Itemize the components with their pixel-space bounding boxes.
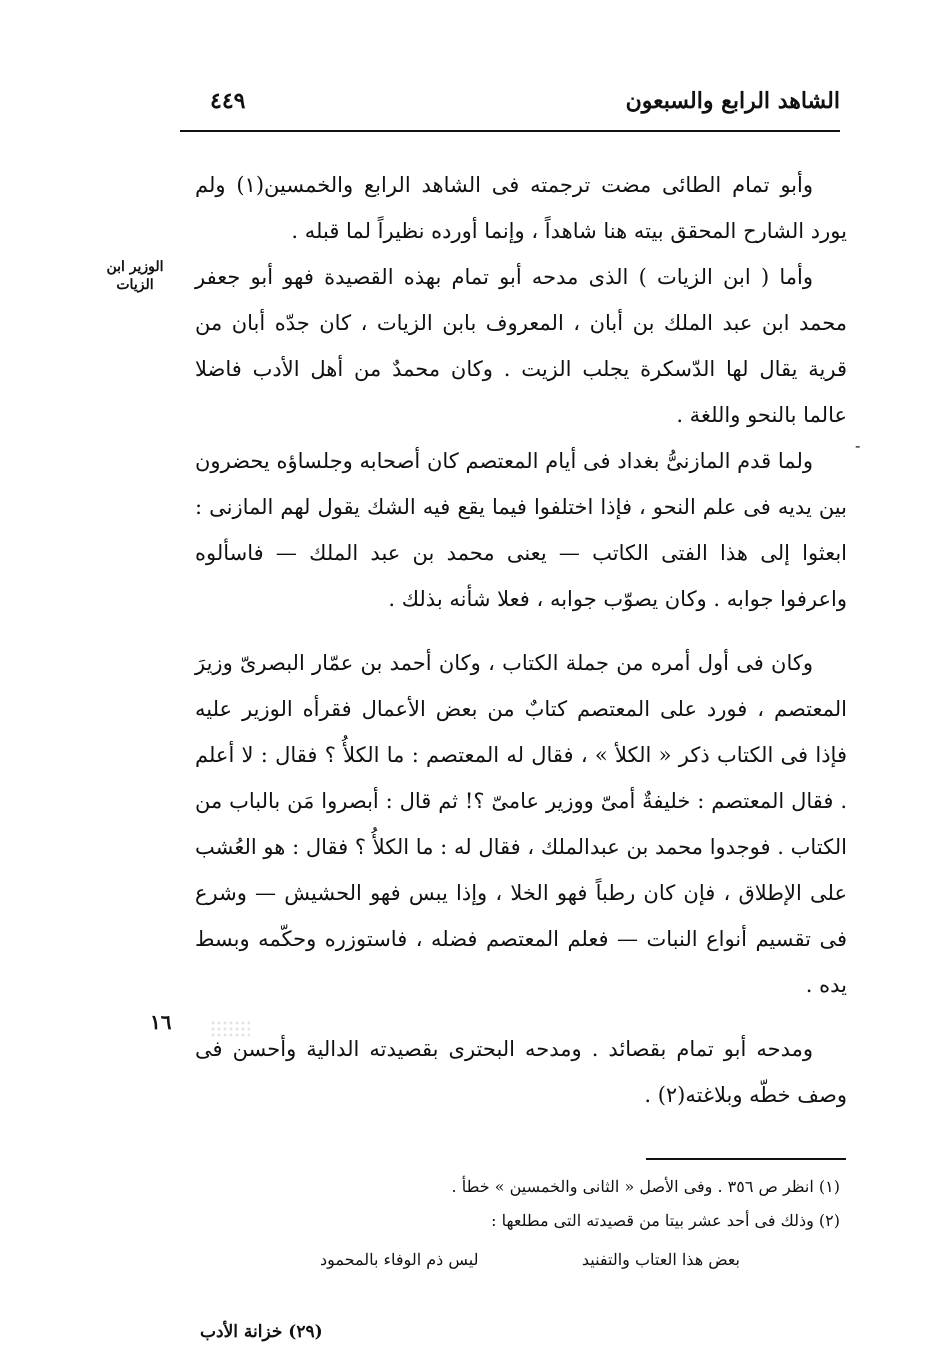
verse-line (320, 1250, 740, 1269)
main-text (195, 162, 847, 1118)
footnote: (٢) وذلك فى أحد عشر بيتا من قصيدته التى مطلعها : (491, 1211, 840, 1230)
print-speck (210, 1020, 250, 1038)
paragraph: وكان فى أول أمره من جملة الكتاب ، وكان أحمد بن عمّار البصرىّ وزيرَ المعتصم ، فورد على المعتصم كتابٌ من بعض الأعمال فقرأه الوزير عليه فإذا فى الكتاب ذكر « الكلأ » ، فقال له المعتصم : ما الكلأُ ؟ فقال : لا أعلم . فقال المعتصم : خليفةٌ أمىّ ووزير عامىّ ؟! ثم قال : أبصروا مَن بالباب من الكتاب . فوجدوا محمد بن عبدالملك ، فقال له : ما الكلأُ ؟ فقال : هو العُشب على الإطلاق ، فإن كان رطباً فهو الخلا ، وإذا يبس فهو الحشيش — وشرع فى تقسيم أنواع النبات — فعلم المعتصم فضله ، فاستوزره وحكّمه وبسط يده . (195, 651, 847, 997)
page-header (180, 88, 840, 128)
verse-second-hemistich: ليس ذم الوفاء بالمحمود (320, 1250, 479, 1269)
paragraph: وأبو تمام الطائى مضت ترجمته فى الشاهد الرابع والخمسين(١) ولم يورد الشارح المحقق بيته هنا شاهداً ، وإنما أورده نظيراً لما قبله . (195, 173, 847, 243)
header-rule (180, 130, 840, 132)
running-title: الشاهد الرابع والسبعون (625, 88, 840, 114)
paragraph: وأما ( ابن الزيات ) الذى مدحه أبو تمام بهذه القصيدة فهو أبو جعفر محمد ابن عبد الملك بن أبان ، المعروف بابن الزيات ، كان جدّه أبان من قرية يقال لها الدّسكرة يجلب الزيت . وكان محمدٌ من أهل الأدب فاضلا عالما بالنحو واللغة . (195, 265, 847, 427)
margin-note: الوزير ابن الزيات (106, 259, 164, 293)
paragraph: ولما قدم المازنىُّ بغداد فى أيام المعتصم كان أصحابه وجلساؤه يحضرون بين يديه فى علم النحو ، فإذا اختلفوا فيما يقع فيه الشك يقول لهم المازنى : ابعثوا إلى هذا الفتى الكاتب — يعنى محمد بن عبد الملك — فاسألوه واعرفوا جوابه . وكان يصوّب جوابه ، فعلا شأنه بذلك . (195, 449, 847, 611)
paragraph: ومدحه أبو تمام بقصائد . ومدحه البحترى بقصيدته الدالية وأحسن فى وصف خطّه وبلاغته(٢) . (195, 1037, 847, 1107)
margin-number: ١٦ (150, 1010, 172, 1034)
footnote: (١) انظر ص ٣٥٦ . وفى الأصل « الثانى والخمسين » خطأ . (451, 1177, 840, 1196)
margin-dash: - (855, 436, 861, 455)
signature-mark: (٢٩) خزانة الأدب (200, 1322, 323, 1342)
footnotes (320, 1170, 840, 1238)
footnote-rule (646, 1158, 846, 1160)
page-number: ٤٤٩ (210, 88, 246, 114)
verse-first-hemistich: بعض هذا العتاب والتفنيد (581, 1250, 740, 1269)
